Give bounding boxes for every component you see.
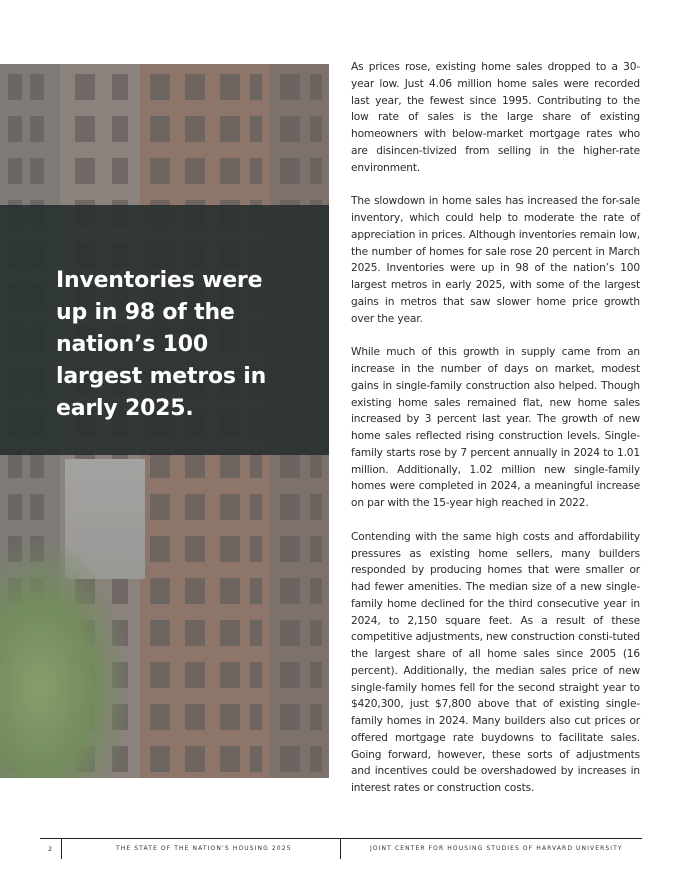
page-footer [40, 838, 642, 859]
pull-quote-text: Inventories were up in 98 of the nation’s 100 largest metros in early 2025. [56, 268, 267, 421]
body-paragraph: While much of this growth in supply came from an increase in the number of days on market, modest gains in single-family construction also helped. Though existing home sales remained flat, new home sales increased by 3 percent last year. The growth of new home sales reflected rising construction levels. Single-family starts rose by 7 percent annually in 2024 to 1.01 million. Additionally, 1.02 million new single-family homes were completed in 2024, a meaningful increase on par with the 15-year high reached in 2022. [351, 346, 640, 509]
organization-name: JOINT CENTER FOR HOUSING STUDIES OF HARVARD UNIVERSITY [370, 845, 623, 852]
footer-divider [61, 839, 62, 859]
body-paragraph: The slowdown in home sales has increased the for-sale inventory, which could help to moderate the rate of appreciation in prices. Although inventories remain low, the number of homes for sale rose 20 percent in March 2025. Inventories were up in 98 of the nation’s 100 largest metros in early 2025, with some of the largest gains in metros that saw slower home price growth over the year. [351, 195, 640, 325]
footer-divider [340, 839, 341, 859]
body-paragraph: As prices rose, existing home sales dropped to a 30-year low. Just 4.06 million home sales were recorded last year, the fewest since 1995. Contributing to the low rate of sales is the large share of existing homeowners with below-market mortgage rates who are disincen-tivized from selling in the higher-rate environment. [351, 61, 640, 174]
body-paragraph: Contending with the same high costs and affordability pressures as existing home sellers, many builders responded by producing homes that were smaller or had fewer amenities. The median size of a new single-family home declined for the third consecutive year in 2024, to 2,150 square feet. As a result of these competitive adjustments, new construction consti-tuted the largest share of all home sales since 2005 (16 percent). Additionally, the median sales price of new single-family homes fell for the second straight year to $420,300, just $7,800 above that of existing single-family homes in 2024. Many builders also cut prices or offered mortgage rate buydowns to facilitate sales. Going forward, however, these sorts of adjustments and incentives could be overshadowed by increases in interest rates or construction costs. [351, 530, 640, 794]
pull-quote-box [0, 205, 329, 455]
report-title: THE STATE OF THE NATION’S HOUSING 2025 [116, 845, 292, 852]
page-number: 2 [48, 845, 53, 853]
body-text-column [351, 59, 640, 814]
